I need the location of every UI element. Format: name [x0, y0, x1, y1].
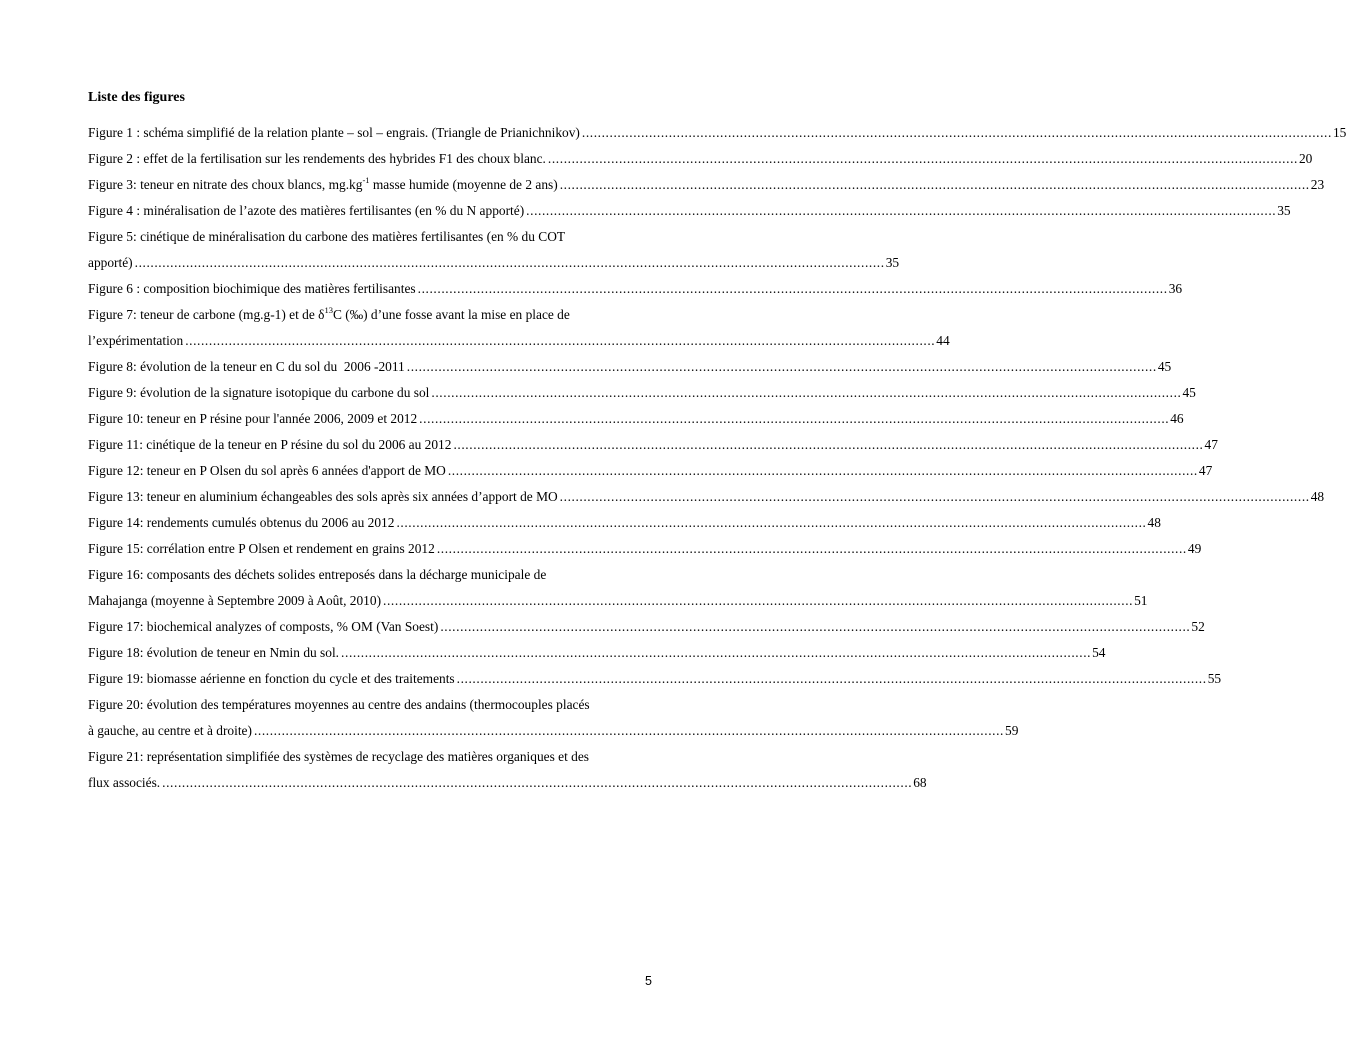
- figure-list: [88, 120, 1346, 796]
- toc-entry-figure-9[interactable]: [88, 380, 1196, 406]
- toc-entry-figure-17[interactable]: [88, 614, 1205, 640]
- dot-leader: ..............................................................................................................................................................................................: [406, 359, 1157, 374]
- toc-entry-figure-6[interactable]: [88, 276, 1183, 302]
- dot-leader: ..............................................................................................................................................................................................: [447, 463, 1198, 478]
- toc-entry-figure-18[interactable]: [88, 640, 1106, 666]
- toc-entry-figure-21-line1[interactable]: Figure 21: représentation simplifiée des systèmes de recyclage des matières organiques et des: [88, 749, 589, 764]
- entry-text: Figure 9: évolution de la signature isotopique du carbone du sol: [88, 385, 430, 400]
- dot-leader: ..............................................................................................................................................................................................: [341, 645, 1092, 660]
- toc-entry-figure-5-line1[interactable]: Figure 5: cinétique de minéralisation du carbone des matières fertilisantes (en % du COT: [88, 229, 566, 244]
- entry-text: Figure 4 : minéralisation de l’azote des matières fertilisantes (en % du N apporté): [88, 203, 525, 218]
- toc-entry-figure-3[interactable]: [88, 172, 1325, 198]
- toc-entry-figure-16[interactable]: [88, 588, 1148, 614]
- entry-page: 51: [1134, 593, 1148, 608]
- entry-page: 55: [1207, 671, 1222, 686]
- entry-text: Figure 8: évolution de la teneur en C du sol du 2006 -2011: [88, 359, 405, 374]
- entry-text-part: Figure 3: teneur en nitrate des choux blancs, mg.kg: [88, 177, 363, 192]
- entry-text: à gauche, au centre et à droite): [88, 723, 252, 738]
- dot-leader: ..............................................................................................................................................................................................: [185, 333, 936, 348]
- page-number: 5: [645, 974, 652, 988]
- dot-leader: ..............................................................................................................................................................................................: [383, 593, 1134, 608]
- dot-leader: ..............................................................................................................................................................................................: [581, 125, 1332, 140]
- entry-page: 15: [1332, 125, 1346, 140]
- entry-text: l’expérimentation: [88, 333, 184, 348]
- dot-leader: ..............................................................................................................................................................................................: [396, 515, 1147, 530]
- entry-page: 47: [1198, 463, 1213, 478]
- entry-text: apporté): [88, 255, 133, 270]
- entry-page: 46: [1170, 411, 1184, 426]
- entry-text: Figure 18: évolution de teneur en Nmin du sol.: [88, 645, 340, 660]
- toc-entry-figure-12[interactable]: [88, 458, 1213, 484]
- toc-entry-figure-2[interactable]: [88, 146, 1313, 172]
- superscript: -1: [362, 175, 370, 185]
- dot-leader: ..............................................................................................................................................................................................: [162, 775, 913, 790]
- entry-page: 68: [913, 775, 927, 790]
- dot-leader: ..............................................................................................................................................................................................: [526, 203, 1277, 218]
- dot-leader: ..............................................................................................................................................................................................: [431, 385, 1182, 400]
- toc-entry-figure-5[interactable]: [88, 250, 900, 276]
- dot-leader: ..............................................................................................................................................................................................: [547, 151, 1298, 166]
- entry-text: Mahajanga (moyenne à Septembre 2009 à Août, 2010): [88, 593, 382, 608]
- entry-page: 45: [1157, 359, 1172, 374]
- entry-text: Figure 1 : schéma simplifié de la relation plante – sol – engrais. (Triangle de Prianichnikov): [88, 125, 580, 140]
- entry-page: 45: [1182, 385, 1196, 400]
- dot-leader: ..............................................................................................................................................................................................: [436, 541, 1187, 556]
- toc-entry-figure-15[interactable]: [88, 536, 1202, 562]
- entry-page: 47: [1204, 437, 1218, 452]
- entry-page: 35: [1277, 203, 1291, 218]
- entry-page: 52: [1191, 619, 1205, 634]
- toc-entry-figure-4[interactable]: [88, 198, 1291, 224]
- entry-page: 23: [1310, 177, 1325, 192]
- entry-text: Figure 6 : composition biochimique des matières fertilisantes: [88, 281, 416, 296]
- toc-entry-figure-19[interactable]: [88, 666, 1222, 692]
- entry-text-part: Figure 7: teneur de carbone (mg.g-1) et de δ: [88, 307, 325, 322]
- entry-page: 20: [1298, 151, 1313, 166]
- dot-leader: ..............................................................................................................................................................................................: [559, 177, 1310, 192]
- toc-entry-figure-20-line1[interactable]: Figure 20: évolution des températures moyennes au centre des andains (thermocouples placés: [88, 697, 590, 712]
- entry-page: 48: [1147, 515, 1161, 530]
- entry-page: 44: [936, 333, 950, 348]
- entry-text: Figure 15: corrélation entre P Olsen et rendement en grains 2012: [88, 541, 435, 556]
- toc-entry-figure-20[interactable]: [88, 718, 1019, 744]
- superscript: 13: [324, 305, 333, 315]
- entry-text: Figure 13: teneur en aluminium échangeables des sols après six années d’apport de MO: [88, 489, 558, 504]
- dot-leader: ..............................................................................................................................................................................................: [134, 255, 885, 270]
- toc-entry-figure-11[interactable]: [88, 432, 1218, 458]
- list-of-figures-heading: Liste des figures: [88, 90, 185, 105]
- entry-text: Figure 14: rendements cumulés obtenus du 2006 au 2012: [88, 515, 395, 530]
- entry-text-part: C (‰) d’une fosse avant la mise en place de: [332, 307, 570, 322]
- entry-page: 48: [1310, 489, 1325, 504]
- dot-leader: ..............................................................................................................................................................................................: [253, 723, 1004, 738]
- dot-leader: ..............................................................................................................................................................................................: [440, 619, 1191, 634]
- entry-text: Figure 11: cinétique de la teneur en P résine du sol du 2006 au 2012: [88, 437, 452, 452]
- dot-leader: ..............................................................................................................................................................................................: [456, 671, 1207, 686]
- entry-page: 36: [1168, 281, 1183, 296]
- entry-text: Figure 2 : effet de la fertilisation sur les rendements des hybrides F1 des choux blanc.: [88, 151, 546, 166]
- entry-text: Figure 19: biomasse aérienne en fonction du cycle et des traitements: [88, 671, 455, 686]
- toc-entry-figure-14[interactable]: [88, 510, 1161, 536]
- entry-text: Figure 17: biochemical analyzes of composts, % OM (Van Soest): [88, 619, 439, 634]
- toc-entry-figure-7-line1[interactable]: [88, 302, 657, 328]
- toc-entry-figure-8[interactable]: [88, 354, 1172, 380]
- toc-entry-figure-21[interactable]: [88, 770, 927, 796]
- entry-page: 54: [1092, 645, 1106, 660]
- dot-leader: ..............................................................................................................................................................................................: [419, 411, 1170, 426]
- entry-text: Figure 12: teneur en P Olsen du sol après 6 années d'apport de MO: [88, 463, 446, 478]
- entry-text: [88, 172, 558, 198]
- toc-entry-figure-7[interactable]: [88, 328, 950, 354]
- entry-text-part: masse humide (moyenne de 2 ans): [369, 177, 558, 192]
- toc-entry-figure-13[interactable]: [88, 484, 1325, 510]
- entry-page: 59: [1005, 723, 1019, 738]
- entry-text: flux associés.: [88, 775, 161, 790]
- toc-entry-figure-1[interactable]: [88, 120, 1346, 146]
- entry-text: Figure 10: teneur en P résine pour l'année 2006, 2009 et 2012: [88, 411, 418, 426]
- dot-leader: ..............................................................................................................................................................................................: [417, 281, 1168, 296]
- entry-page: 49: [1187, 541, 1202, 556]
- toc-entry-figure-16-line1[interactable]: Figure 16: composants des déchets solides entreposés dans la décharge municipale de: [88, 567, 547, 582]
- dot-leader: ..............................................................................................................................................................................................: [559, 489, 1310, 504]
- dot-leader: ..............................................................................................................................................................................................: [453, 437, 1204, 452]
- entry-page: 35: [885, 255, 900, 270]
- toc-entry-figure-10[interactable]: [88, 406, 1184, 432]
